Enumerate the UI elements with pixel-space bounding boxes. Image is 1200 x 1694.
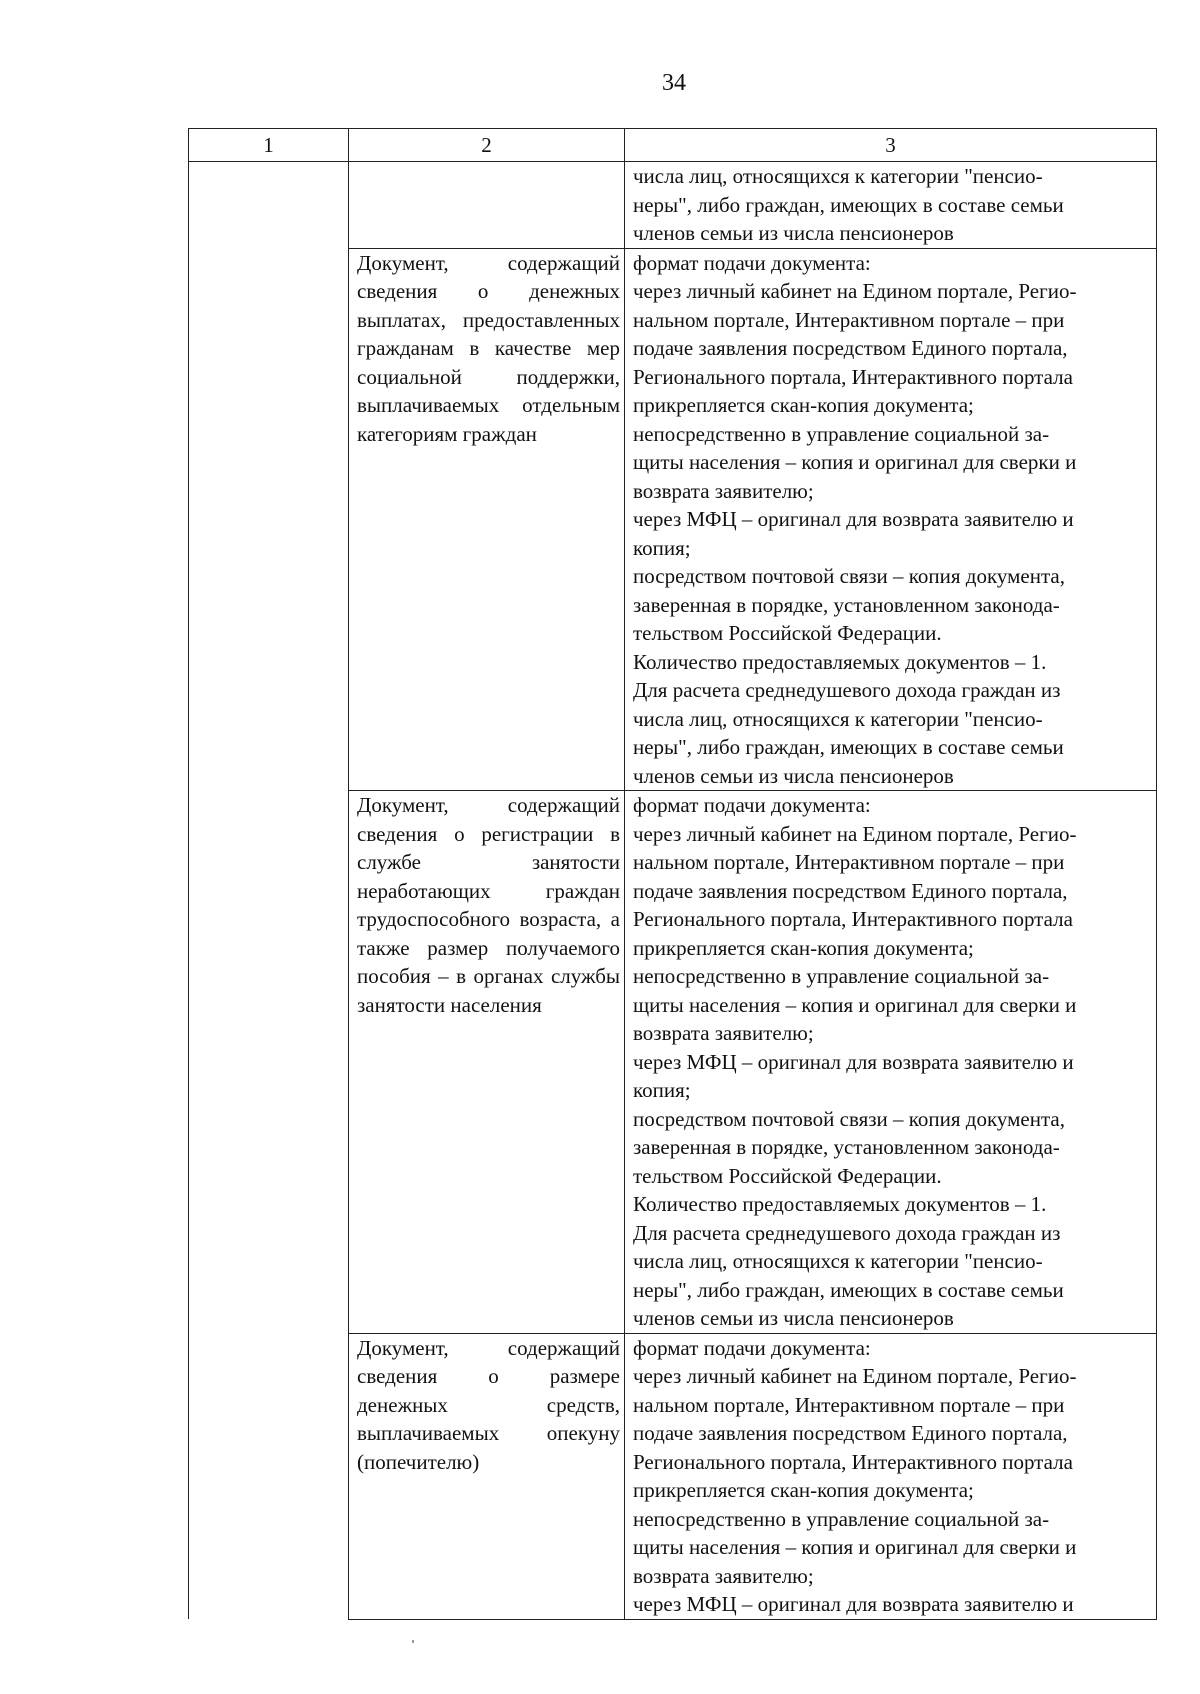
cell-text-line: копия;: [633, 1078, 691, 1102]
cell-text-line: через МФЦ – оригинал для возврата заявителю и: [633, 1592, 1074, 1616]
cell-text-line: подаче заявления посредством Единого портала,: [633, 336, 1068, 360]
page-number: 34: [662, 70, 686, 96]
cell-text-line: возврата заявителю;: [633, 1021, 814, 1045]
row-3-col2: Документ, содержащий сведения о размере денежных средств, выплачиваемых опекуну (попечителю): [349, 1333, 625, 1619]
cell-text-line: подаче заявления посредством Единого портала,: [633, 1421, 1068, 1445]
cell-text-line: Для расчета среднедушевого дохода граждан из: [633, 678, 1061, 702]
cell-text-line: посредством почтовой связи – копия документа,: [633, 564, 1065, 588]
cell-text-line: числа лиц, относящихся к категории "пенсио-: [633, 706, 1043, 731]
cell-text-line: нальном портале, Интерактивном портале – при: [633, 1392, 1065, 1417]
table-header-row: [189, 129, 1157, 162]
cell-text-line: через МФЦ – оригинал для возврата заявителю и: [633, 1049, 1074, 1074]
cell-text-line: прикрепляется скан-копия документа;: [633, 393, 974, 417]
cell-text-line: через личный кабинет на Едином портале, Регио-: [633, 1364, 1077, 1388]
cell-text-line: членов семьи из числа пенсионеров: [633, 1306, 954, 1330]
cell-text-line: посредством почтовой связи – копия документа,: [633, 1106, 1065, 1131]
cell-text-line: щиты населения – копия и оригинал для сверки и: [633, 1535, 1077, 1559]
cell-text-line: Количество предоставляемых документов – 1.: [633, 1192, 1047, 1216]
header-cell-2: 2: [349, 129, 625, 162]
cell-text-line: копия;: [633, 535, 691, 560]
cell-text-line: неры", либо граждан, имеющих в составе семьи: [633, 192, 1064, 217]
cell-text-line: подаче заявления посредством Единого портала,: [633, 878, 1068, 903]
cell-text-line: заверенная в порядке, установленном законода-: [633, 1135, 1060, 1159]
cell-text-line: непосредственно в управление социальной за-: [633, 421, 1050, 446]
cell-text-line: через личный кабинет на Едином портале, Регио-: [633, 821, 1077, 846]
cell-text-line: числа лиц, относящихся к категории "пенсио-: [633, 1249, 1043, 1273]
row-3-col3: [625, 1333, 1157, 1619]
cell-text-line: Регионального портала, Интерактивного портала: [633, 907, 1073, 931]
cell-text-line: членов семьи из числа пенсионеров: [633, 763, 954, 788]
row-1-col2: Документ, содержащий сведения о денежных выплатах, предоставленных гражданам в качестве мер социальной поддержки, выплачиваемых отдельным категориям граждан: [349, 248, 625, 791]
row-1-col3: [625, 248, 1157, 791]
cell-text-line: Для расчета среднедушевого дохода граждан из: [633, 1220, 1061, 1245]
cell-text-line: нальном портале, Интерактивном портале – при: [633, 850, 1065, 874]
scan-speck: [412, 1640, 414, 1643]
cell-text-line: прикрепляется скан-копия документа;: [633, 935, 974, 960]
cell-text-line: прикрепляется скан-копия документа;: [633, 1478, 974, 1502]
cell-text-line: формат подачи документа:: [633, 250, 871, 275]
document-table: [188, 128, 1157, 1620]
cell-text-line: нальном портале, Интерактивном портале – при: [633, 307, 1065, 332]
table-row: [189, 162, 1157, 249]
cell-text-line: формат подачи документа:: [633, 793, 871, 817]
cell-text-line: неры", либо граждан, имеющих в составе семьи: [633, 1277, 1064, 1302]
cell-text-line: Регионального портала, Интерактивного портала: [633, 1449, 1073, 1474]
row-2-col2: Документ, содержащий сведения о регистрации в службе занятости неработающих граждан трудоспособного возраста, а также размер получаемого пособия – в органах службы занятости населения: [349, 791, 625, 1334]
row-0-col3: [625, 162, 1157, 249]
cell-text-line: тельством Российской Федерации.: [633, 1163, 942, 1188]
column-1-cell: [189, 162, 349, 1620]
cell-text-line: возврата заявителю;: [633, 478, 814, 503]
row-2-col3: [625, 791, 1157, 1334]
cell-text-line: формат подачи документа:: [633, 1335, 871, 1360]
cell-text-line: числа лиц, относящихся к категории "пенсио-: [633, 164, 1043, 188]
cell-text-line: Количество предоставляемых документов – 1.: [633, 649, 1047, 674]
cell-text-line: через МФЦ – оригинал для возврата заявителю и: [633, 507, 1074, 531]
cell-text-line: непосредственно в управление социальной за-: [633, 1506, 1050, 1531]
cell-text-line: непосредственно в управление социальной за-: [633, 964, 1050, 988]
header-cell-3: 3: [625, 129, 1157, 162]
cell-text-line: Регионального портала, Интерактивного портала: [633, 364, 1073, 389]
row-0-col2: [349, 162, 625, 249]
cell-text-line: щиты населения – копия и оригинал для сверки и: [633, 992, 1077, 1017]
header-cell-1: 1: [189, 129, 349, 162]
cell-text-line: членов семьи из числа пенсионеров: [633, 221, 954, 245]
cell-text-line: щиты населения – копия и оригинал для сверки и: [633, 450, 1077, 474]
cell-text-line: неры", либо граждан, имеющих в составе семьи: [633, 735, 1064, 759]
cell-text-line: заверенная в порядке, установленном законода-: [633, 592, 1060, 617]
cell-text-line: возврата заявителю;: [633, 1563, 814, 1588]
cell-text-line: тельством Российской Федерации.: [633, 621, 942, 645]
cell-text-line: через личный кабинет на Едином портале, Регио-: [633, 279, 1077, 303]
